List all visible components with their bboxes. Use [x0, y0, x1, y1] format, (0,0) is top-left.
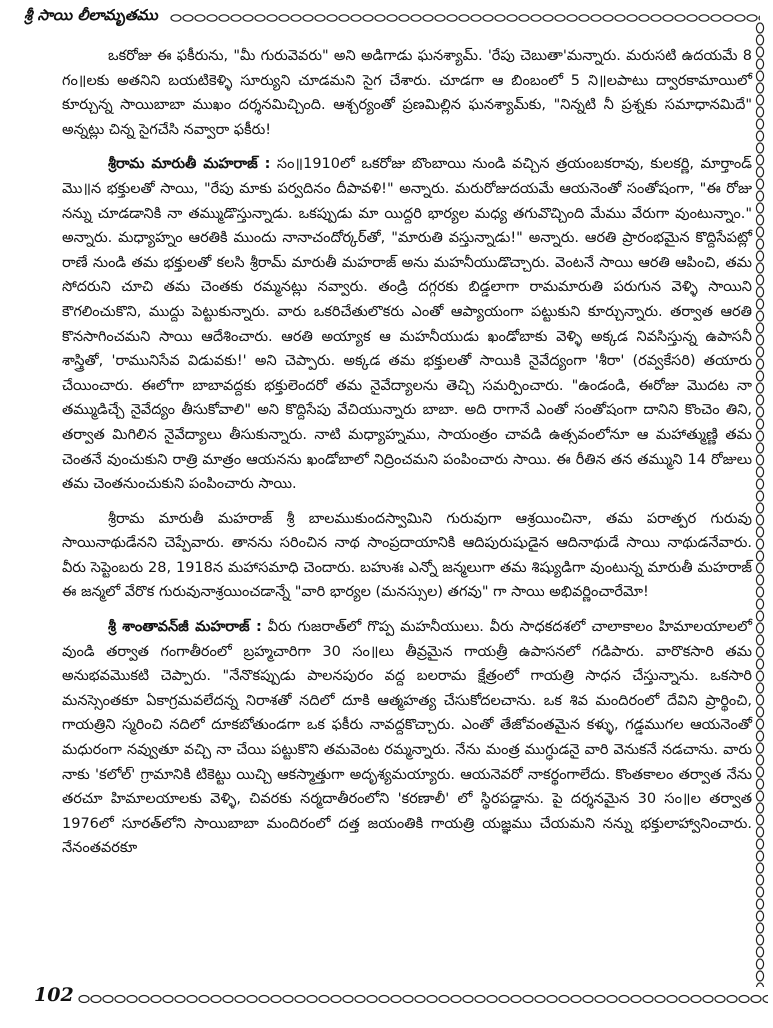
paragraph-shantavanji	[62, 615, 752, 861]
running-header-title: శ్రీ సాయి లీలామృతము	[24, 6, 158, 24]
header-ornament-border	[170, 13, 760, 23]
paragraph-balamukunda	[62, 507, 752, 605]
right-ornament-border	[753, 22, 767, 987]
page-footer	[34, 984, 768, 1014]
paragraph-ghanashyam	[62, 44, 752, 142]
paragraph-text: శ్రీరామ మారుతీ మహరాజ్ శ్రీ బాలముకుందస్వామిని గురువుగా ఆశ్రయించినా, తమ పరాత్పర గురువు సాయినాథుడేనని చెప్పేవారు. తానను సరించిన నాథ సాంప్రదాయానికి ఆదిపురుషుడైన ఆదినాథుడే సాయి నాథుడనేవారు. వీరు సెప్టెంబరు 28, 1918న మహాసమాధి చెందారు. బహుశః ఎన్నో జన్మలుగా తమ శిష్యుడిగా వుంటున్న మారుతీ మహరాజ్ ఈ జన్మలో వేరొక గురువునాశ్రయించడాన్నే "వారి భార్యల (మనస్సుల) తగవు" గా సాయి అభివర్ణించారేమో!	[62, 510, 752, 601]
section-heading: శ్రీ శాంతావన్‌జీ మహరాజ్ :	[108, 619, 262, 636]
footer-ornament-border	[78, 992, 768, 1006]
page-number: 102	[34, 984, 74, 1006]
page-body	[62, 44, 752, 871]
paragraph-text: సం॥1910లో ఒకరోజు బొంబాయి నుండి వచ్చిన త్రయంబకరావు, కులకర్ణి, మార్తాండ్ మొ॥న భక్తులతో సాయి, "రేపు మాకు పర్వదినం దీపావళి!" అన్నారు. మరురోజుదయమే ఆయనెంతో సంతోషంగా, "ఈ రోజు నన్ను చూడడానికి నా తమ్ముడొస్తున్నాడు. ఒకప్పుడు మా యిద్దరి భార్యల మధ్య తగువొచ్చింది మేము వేరుగా వుంటున్నాం." అన్నారు. మధ్యాహ్నం ఆరతికి ముందు నానాచందోర్కర్‌తో, "మారుతి వస్తున్నాడు!" అన్నారు. ఆరతి ప్రారంభమైన కొద్దిసేపట్లో రాణే నుండి తమ భక్తులతో కలసి శ్రీరామ్ మారుతీ మహరాజ్ అను మహనీయుడొచ్చారు. వెంటనే సాయి ఆరతి ఆపించి, తమ సోదరుని చూచి తమ చెంతకు రమ్మనట్లు నవ్వారు. తండ్రి దగ్గరకు బిడ్డలాగా రామమారుతి పరుగున వెళ్ళి సాయిని కౌగలించుకొని, ముద్దు పెట్టుకున్నారు. వారు ఒకరిచేతులొకరు ఎంతో ఆప్యాయంగా పట్టుకుని కూర్చున్నారు. తర్వాత ఆరతి కొనసాగించమని సాయి ఆదేశించారు. ఆరతి అయ్యాక ఆ మహనీయుడు ఖండోబాకు వెళ్ళి అక్కడ నివసిస్తున్న ఉపాసనీ శాస్త్రితో, 'రామునిసేవ విడువకు!' అని చెప్పారు. అక్కడ తమ భక్తులతో సాయికి నైవేద్యంగా 'శీరా' (రవ్వకేసరి) తయారు చేయించారు. ఈలోగా బాబావద్దకు భక్తులెందరో తమ నైవేద్యాలను తెచ్చి సమర్పించారు. "ఉండండి, ఈరోజు మొదట నా తమ్ముడిచ్చే నైవేద్యం తీసుకోవాలి" అని కొద్దిసేపు వేచియున్నారు బాబా. అది రాగానే ఎంతో సంతోషంగా దానిని కొంచెం తిని, తర్వాత మిగిలిన నైవేద్యాలు తీసుకున్నారు. నాటి మధ్యాహ్నము, సాయంత్రం చావడి ఉత్సవంలోనూ ఆ మహాత్ముణ్ణి తమ చెంతనే వుంచుకుని రాత్రి మాత్రం ఆయనను ఖండోబాలో నిద్రించమని పంపించారు సాయి. ఈ రీతిన తన తమ్ముని 14 రోజులు తమ చెంతనుంచుకుని పంపించారు సాయి.	[62, 156, 752, 493]
paragraph-text: ఒకరోజు ఈ ఫకీరును, "మీ గురువెవరు" అని అడిగాడు ఘనశ్యామ్. 'రేపు చెబుతా'మన్నారు. మరుసటి ఉదయమే 8 గం॥లకు అతనిని బయటికెళ్ళి సూర్యుని చూడమని సైగ చేశారు. చూడగా ఆ బింబంలో 5 ని॥లపాటు ద్వారకామాయిలో కూర్చున్న సాయిబాబా ముఖం దర్శనమిచ్చింది. ఆశ్చర్యంతో ప్రణమిల్లిన ఘనశ్యామ్‌కు, "నిన్నటి నీ ప్రశ్నకు సమాధానమిదే" అన్నట్లు చిన్న సైగచేసి నవ్వారా ఫకీరు!	[62, 48, 752, 138]
paragraph-text: వీరు గుజరాత్‌లో గొప్ప మహనీయులు. వీరు సాధకదశలో చాలాకాలం హిమాలయాలలో వుండి తర్వాత గంగాతీరంలో బ్రహ్మచారిగా 30 సం॥లు తీవ్రమైన గాయత్రీ ఉపాసనలో గడిపారు. వారొకసారి తమ అనుభవమొకటి చెప్పారు. "నేనొకప్పుడు పాలనపురం వద్ద బలరామ క్షేత్రంలో గాయత్రి సాధన చేస్తున్నాను. ఒకసారి మనస్సెంతకూ ఏకాగ్రమవలేదన్న నిరాశతో నదిలో దూకి ఆత్మహత్య చేసుకోదలచాను. ఒక శివ మందిరంలో దేవిని ప్రార్థించి, గాయత్రిని స్మరించి నదిలో దూకబోతుండగా ఒక ఫకీరు నావద్దకొచ్చారు. ఎంతో తేజోవంతమైన కళ్ళు, గడ్డముగల ఆయనెంతో మధురంగా నవ్వుతూ వచ్చి నా చేయి పట్టుకొని తమవెంట రమ్మన్నారు. నేను మంత్ర ముగ్ధుడనై వారి వెనుకనే నడచాను. వారు నాకు 'కలోల్' గ్రామానికి టికెట్టు యిచ్చి ఆకస్మాత్తుగా అదృశ్యమయ్యారు. ఆయనెవరో నాకర్థంగాలేదు. కొంతకాలం తర్వాత నేను తరచూ హిమాలయాలకు వెళ్ళి, చివరకు నర్మదాతీరంలోని 'కరణాలీ' లో స్థిరపడ్డాను. పై దర్శనమైన 30 సం॥ల తర్వాత 1976లో సూరత్‌లోని సాయిబాబా మందిరంలో దత్త జయంతికి గాయత్రి యజ్ఞము చేయమని నన్ను భక్తులాహ్వానించారు. నేనంతవరకూ	[62, 619, 752, 857]
section-heading: శ్రీరామ మారుతీ మహరాజ్ :	[108, 156, 271, 173]
paragraph-sriram-maruti	[62, 152, 752, 496]
